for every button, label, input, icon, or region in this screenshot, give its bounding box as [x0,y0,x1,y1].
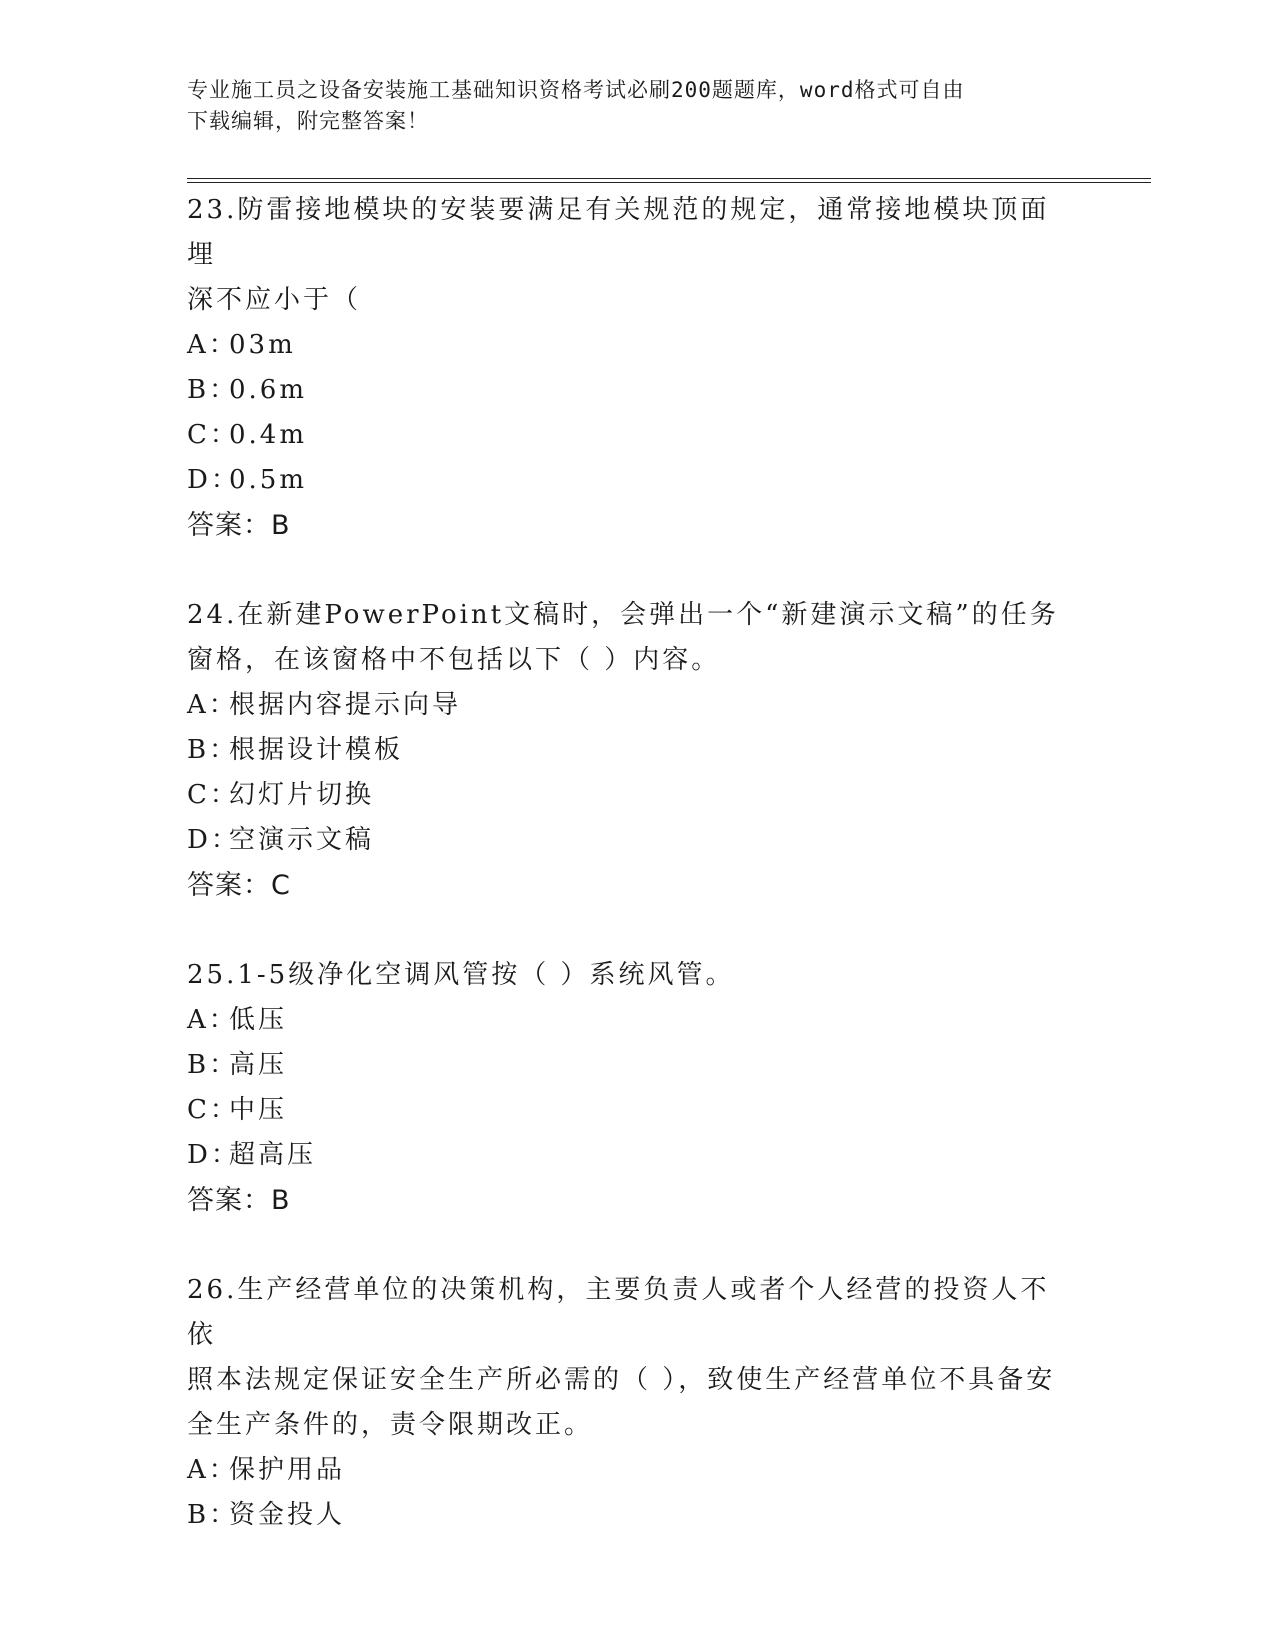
question-block [187,1268,1067,1538]
question-text: 23.防雷接地模块的安装要满足有关规范的规定，通常接地模块顶面埋 [187,195,1050,270]
option-key: B： [187,735,239,765]
question-text: 26.生产经营单位的决策机构，主要负责人或者个人经营的投资人不依 [187,1275,1050,1350]
header-line-1: 专业施工员之设备安装施工基础知识资格考试必刷200题题库，word格式可自由 [187,78,965,102]
question-spacer [187,1223,1067,1268]
option-key: C： [187,1095,239,1125]
option-text: 0.5m [229,465,308,495]
answer-line: 答案：B [187,510,291,541]
option-text: 03m [229,330,296,360]
option-key: C： [187,780,239,810]
option-key: D： [187,825,240,855]
option-text: 超高压 [229,1140,317,1170]
answer-line: 答案：B [187,1185,291,1216]
option-text: 中压 [229,1095,288,1125]
option-text: 幻灯片切换 [229,780,375,810]
question-text: 全生产条件的，责令限期改正。 [187,1410,594,1440]
header-divider-bottom [187,182,1151,183]
option-key: B： [187,375,239,405]
question-text: 深不应小于（ [187,285,362,315]
option-item [187,1448,1067,1493]
question-block [187,953,1067,1268]
question-text: 照本法规定保证安全生产所必需的（ ），致使生产经营单位不具备安 [187,1365,1056,1395]
option-item [187,998,1067,1043]
option-text: 高压 [229,1050,288,1080]
option-item [187,773,1067,818]
question-block [187,593,1067,953]
option-item [187,818,1067,863]
option-text: 空演示文稿 [229,825,375,855]
option-item [187,683,1067,728]
answer-line: 答案：C [187,870,291,901]
option-key: A： [187,1005,238,1035]
question-block [187,188,1067,593]
option-text: 根据设计模板 [229,735,404,765]
option-item [187,1043,1067,1088]
option-text: 0.4m [229,420,308,450]
option-item [187,1493,1067,1538]
option-text: 资金投人 [229,1500,346,1530]
option-item [187,1088,1067,1133]
option-item [187,1133,1067,1178]
question-text: 24.在新建PowerPoint文稿时，会弹出一个“新建演示文稿”的任务 [187,600,1059,630]
option-item [187,413,1067,458]
option-text: 根据内容提示向导 [229,690,462,720]
option-key: A： [187,1455,238,1485]
document-header [187,75,1067,137]
option-item [187,728,1067,773]
option-key: C： [187,420,239,450]
header-line-2: 下载编辑，附完整答案！ [187,109,429,133]
question-spacer [187,548,1067,593]
option-key: B： [187,1500,239,1530]
option-key: B： [187,1050,239,1080]
option-item [187,323,1067,368]
option-item [187,368,1067,413]
option-item [187,458,1067,503]
question-spacer [187,908,1067,953]
option-text: 低压 [229,1005,288,1035]
option-key: A： [187,690,238,720]
header-divider-top [187,178,1151,179]
option-key: D： [187,465,240,495]
option-key: D： [187,1140,240,1170]
option-text: 0.6m [229,375,308,405]
option-text: 保护用品 [229,1455,346,1485]
question-text: 25.1-5级净化空调风管按（ ）系统风管。 [187,960,735,990]
question-list [187,188,1067,1538]
option-key: A： [187,330,238,360]
question-text: 窗格，在该窗格中不包括以下（ ）内容。 [187,645,721,675]
